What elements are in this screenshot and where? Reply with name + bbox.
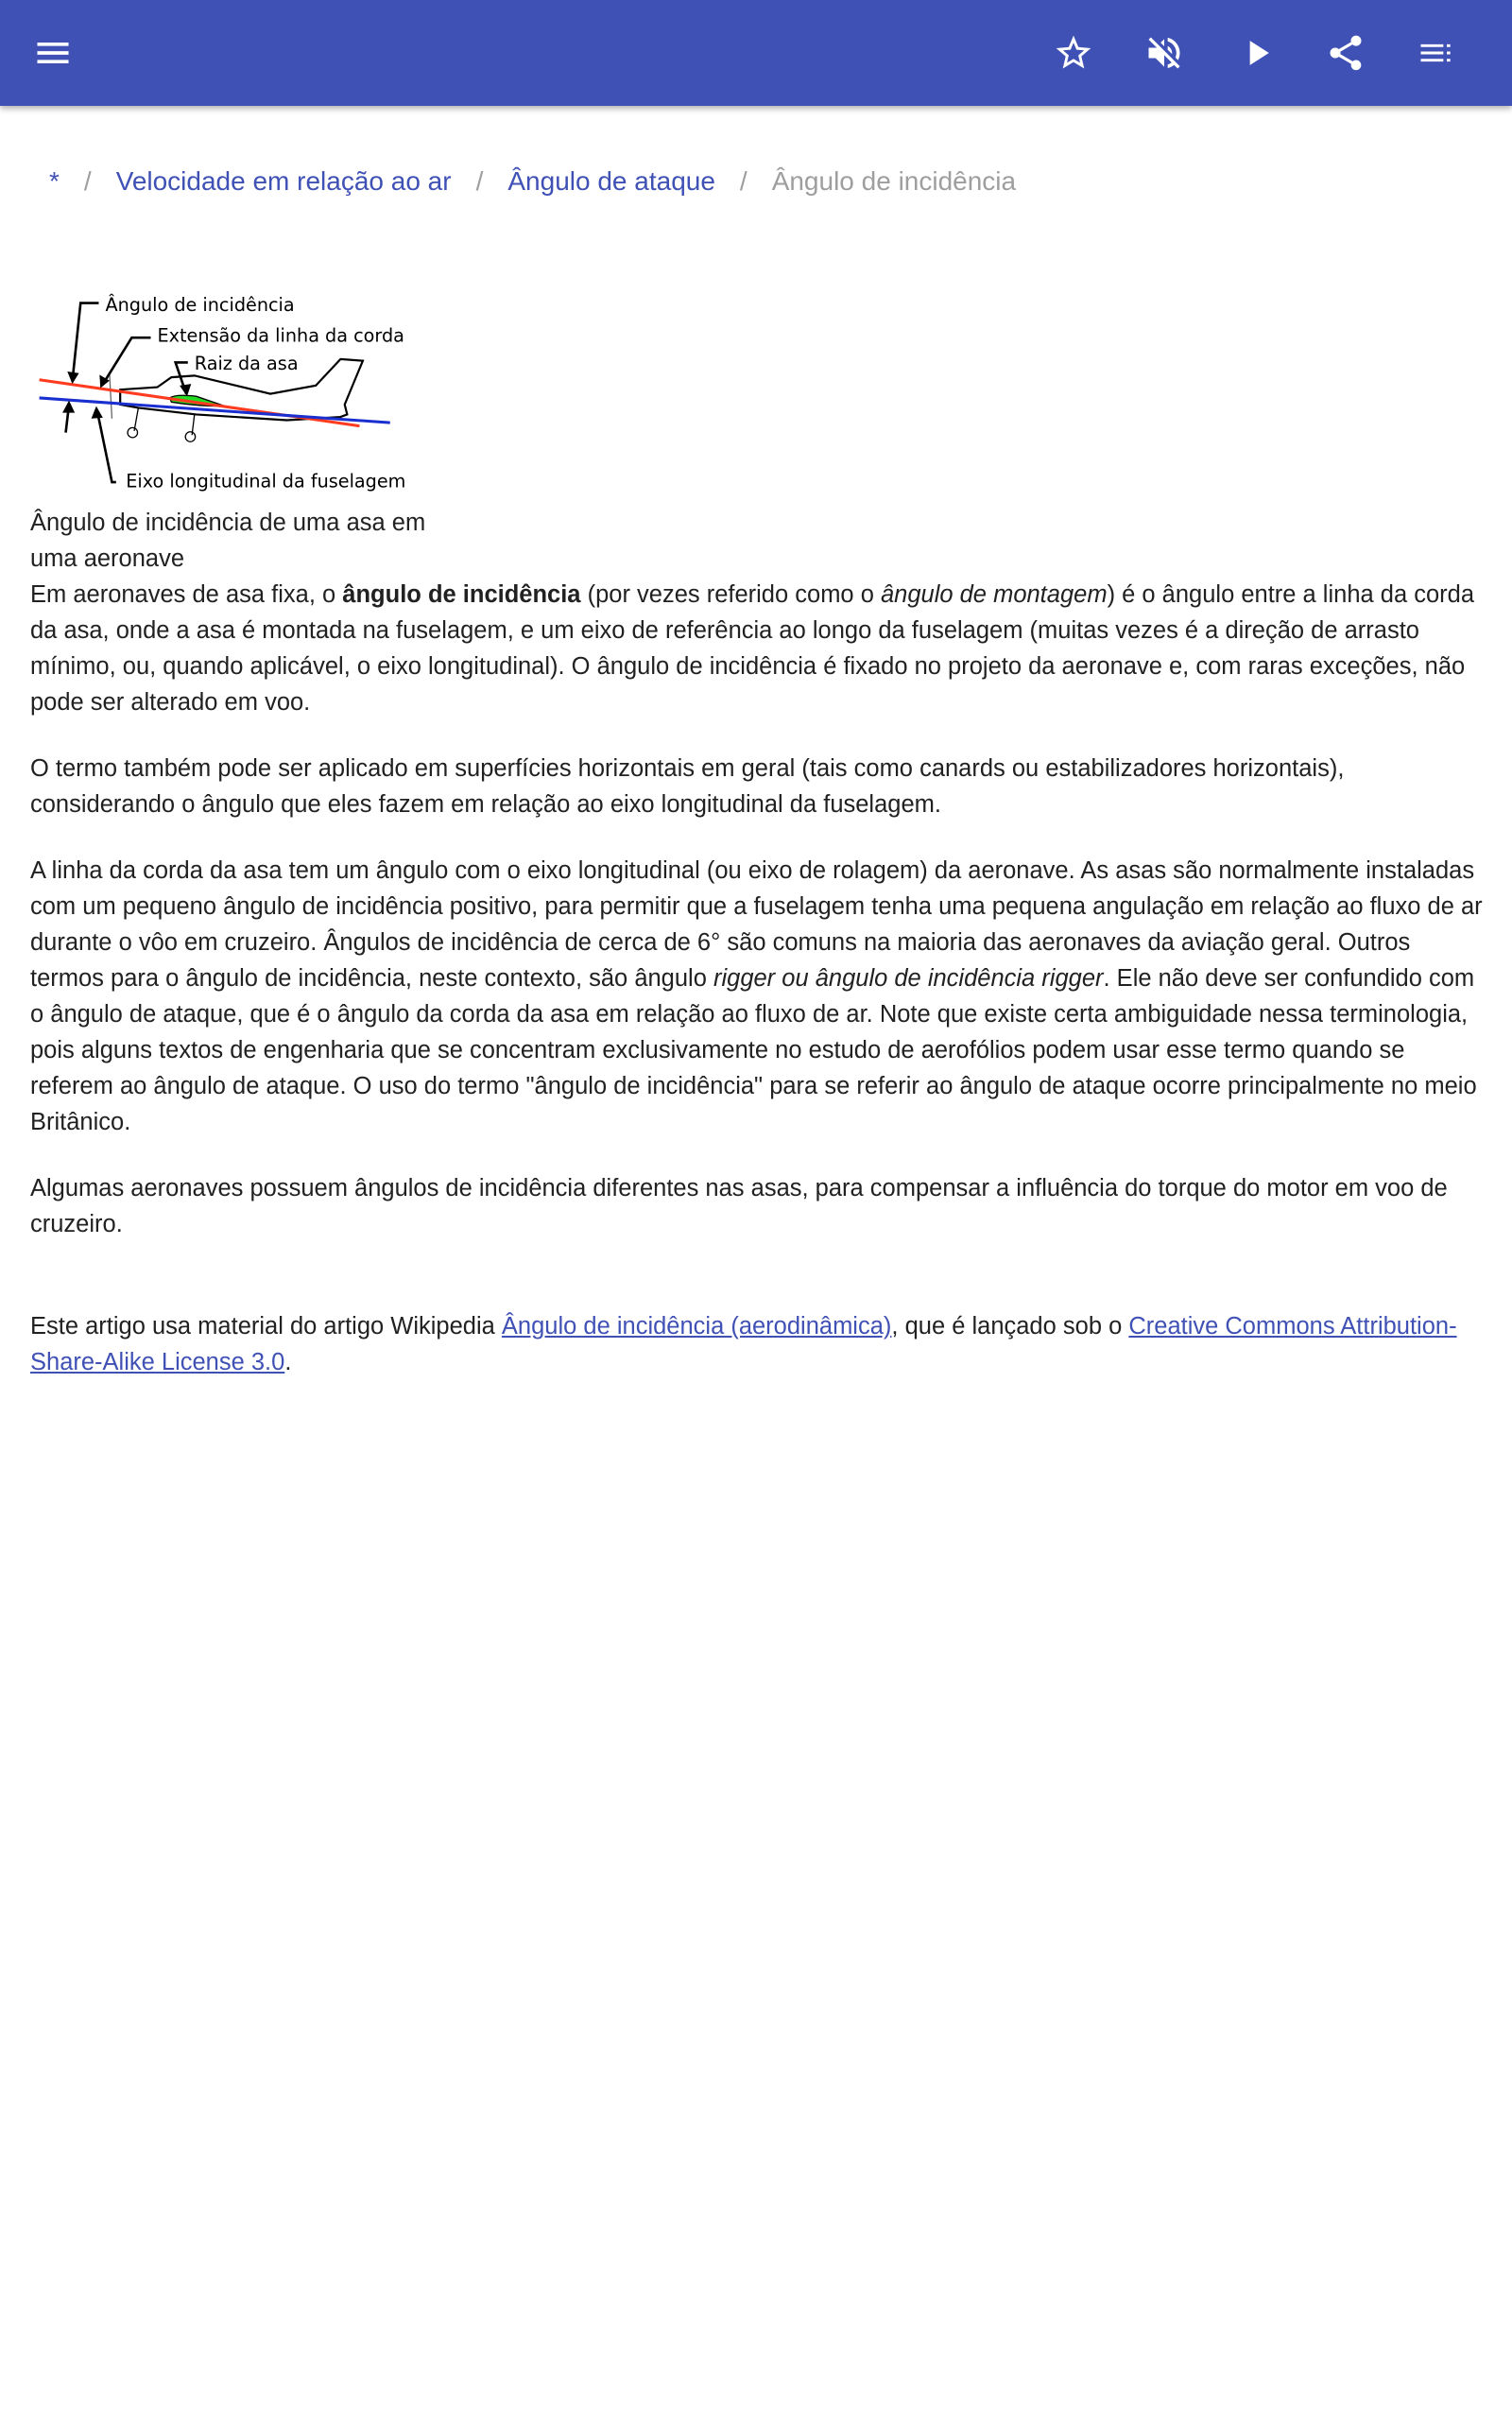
volume-off-icon[interactable] [1138,26,1191,79]
breadcrumb-separator: / [83,166,92,196]
label-axis: Eixo longitudinal da fuselagem [126,470,406,493]
star-outline-icon[interactable] [1047,26,1100,79]
italic-term: ângulo de montagem [880,581,1108,608]
share-icon[interactable] [1319,26,1372,79]
label-root: Raiz da asa [194,353,299,375]
paragraph: O termo também pode ser aplicado em superfícies horizontais em geral (tais como canards ou estabilizadores horizontais), considerando o ângulo que eles fazem em relação ao eixo longitudinal da fuselagem. [30,755,1345,818]
longitudinal-axis [40,398,390,423]
breadcrumb-separator: / [739,166,747,196]
breadcrumb-item[interactable]: Velocidade em relação ao ar [115,166,452,196]
breadcrumb-current: Ângulo de incidência [771,166,1017,196]
breadcrumb-home[interactable]: * [49,166,60,196]
incidence-diagram[interactable] [30,248,455,500]
figure-caption: Ângulo de incidência de uma asa em uma aeronave [30,510,426,572]
wikipedia-link[interactable]: Ângulo de incidência (aerodinâmica) [501,1313,892,1340]
breadcrumb-separator: / [475,166,484,196]
bold-term: ângulo de incidência [342,581,581,608]
text: (por vezes referido como o [580,581,881,608]
paragraph [30,577,1486,720]
license-link[interactable]: Creative Commons Attribution-Share-Alike License 3.0 [30,1313,1457,1375]
play-icon[interactable] [1230,26,1283,79]
label-chord: Extensão da linha da corda [157,324,404,347]
text: . [284,1349,292,1375]
paragraph [30,853,1486,1140]
text: Este artigo usa material do artigo Wikipedia [30,1313,502,1340]
label-angle: Ângulo de incidência [105,294,295,317]
attribution [30,1308,1486,1380]
menu-icon[interactable] [26,26,79,79]
breadcrumb-item[interactable]: Ângulo de ataque [507,166,715,196]
text: A linha da corda da asa tem um ângulo com o eixo longitudinal (ou eixo de rolagem) da aeronave. As asas são normalmente instaladas com um pequeno ângulo de incidência positivo, para permitir que a fuselagem tenha uma pequena angulação em relação ao fluxo de ar durante o vôo em cruzeiro. Ângulos de incidência de cerca de 6° são comuns na maioria das aeronaves da aviação geral. Outros termos para o ângulo de incidência, neste contexto, são ângulo [30,857,1483,992]
text: Em aeronaves de asa fixa, o [30,581,343,608]
article-body [30,577,1486,1410]
breadcrumb [49,166,1016,197]
paragraph: Algumas aeronaves possuem ângulos de incidência diferentes nas asas, para compensar a influência do torque do motor em voo de cruzeiro. [30,1175,1448,1237]
text: ) é o ângulo entre a linha da corda da asa, onde a asa é montada na fuselagem, e um eixo de referência ao longo da fuselagem (muitas vezes é a direção de arrasto mínimo, ou, quando aplicável, o eixo longitudinal). O ângulo de incidência é fixado no projeto da aeronave e, com raras exceções, não pode ser alterado em voo. [30,581,1475,716]
italic-term: rigger ou ângulo de incidência rigger [713,965,1104,992]
text: . Ele não deve ser confundido com o ângulo de ataque, que é o ângulo da corda da asa em relação ao fluxo de ar. Note que existe certa ambiguidade nessa terminologia, pois alguns textos de engenharia que se concentram exclusivamente no estudo de aerofólios podem usar esse termo quando se referem ao ângulo de ataque. O uso do termo "ângulo de incidência" para se referir ao ângulo de ataque ocorre principalmente no meio Britânico. [30,965,1477,1135]
text: , que é lançado sob o [891,1313,1129,1340]
app-bar [0,0,1512,106]
playlist-icon[interactable] [1410,26,1463,79]
